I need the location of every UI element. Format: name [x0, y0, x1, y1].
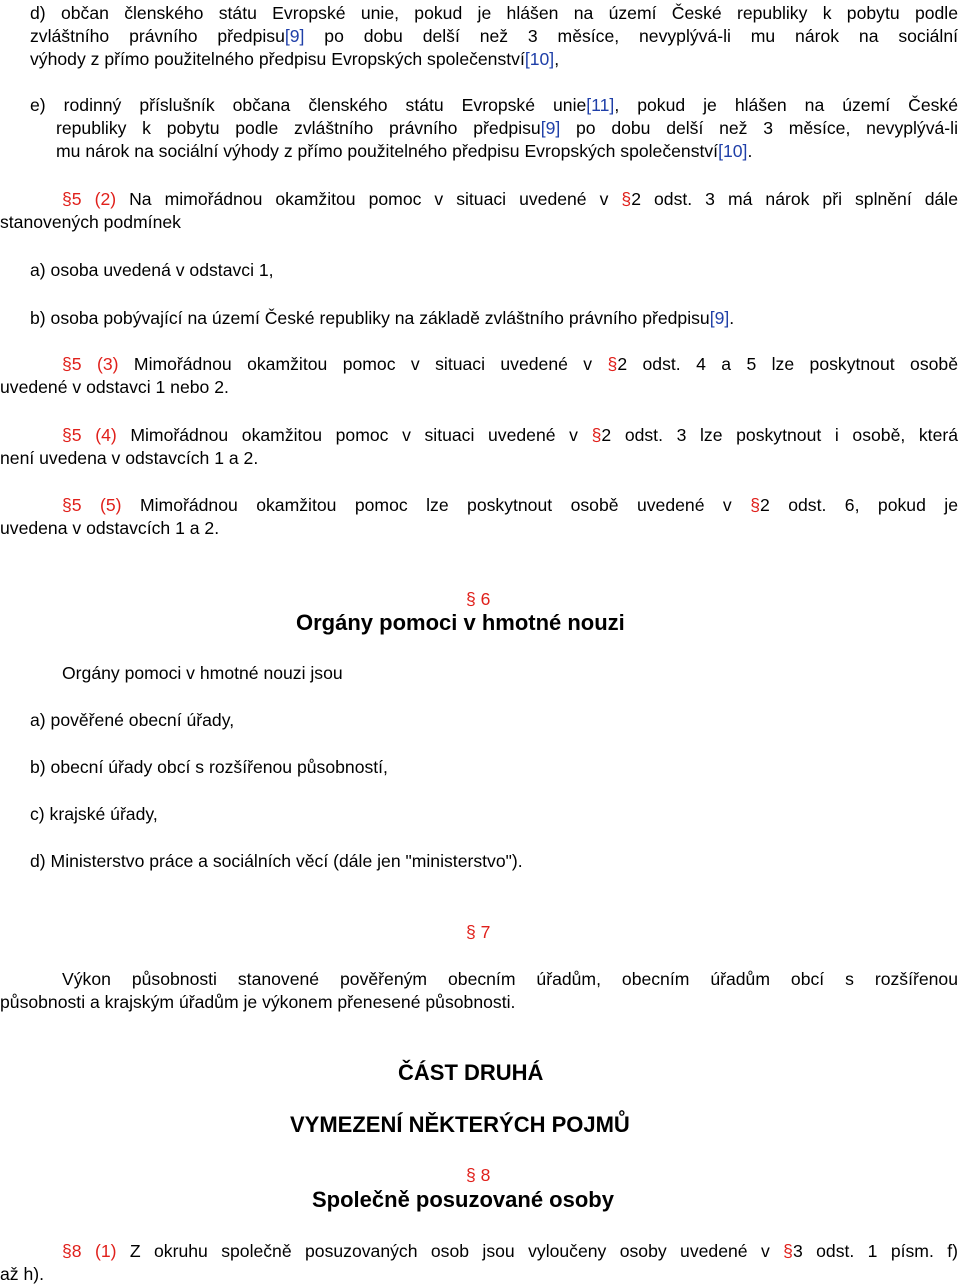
s8-1-line1: [62, 1240, 958, 1262]
s8-1-text: Z okruhu společně posuzovaných osob jsou vyloučeny osoby uvedené v: [116, 1241, 784, 1261]
para-d-line2: [30, 25, 958, 47]
para-d-line1: d) občan členského státu Evropské unie, pokud je hlášen na území České republiky k pobytu podle: [30, 3, 958, 23]
footnote-link-11[interactable]: [11]: [586, 95, 615, 115]
s5-3-line2: uvedené v odstavci 1 nebo 2.: [0, 377, 229, 397]
s5-2-text: 2 odst. 3 má nárok při splnění dále: [631, 189, 958, 209]
section-number-8: 8: [475, 1165, 491, 1185]
s5-5-text: 2 odst. 6, pokud je: [759, 495, 959, 515]
section-link-5-5[interactable]: 5 (5): [71, 495, 122, 515]
s7-line1: Výkon působnosti stanovené pověřeným obecním úřadům, obecním úřadům obcí s rozšířenou: [62, 969, 958, 989]
para-e-text: , pokud je hlášen na území České: [614, 95, 958, 115]
s5-2-item-b-text: b) osoba pobývající na území České republiky na základě zvláštního právního předpisu: [30, 308, 710, 328]
s6-item-b: b) obecní úřady obcí s rozšířenou působností,: [30, 757, 388, 777]
para-d-text: zvláštního právního předpisu: [30, 26, 285, 46]
section-link-8-1[interactable]: 8 (1): [71, 1241, 117, 1261]
footnote-link-10[interactable]: [10]: [524, 49, 555, 69]
s7-heading-number: [466, 921, 490, 943]
part-title: ČÁST DRUHÁ: [398, 1060, 544, 1085]
s8-1-text: 3 odst. 1 písm. f): [792, 1241, 958, 1261]
section-symbol: §: [591, 425, 602, 445]
s6-item-d: d) Ministerstvo práce a sociálních věcí (dále jen "ministerstvo").: [30, 851, 523, 871]
s5-2-item-a: a) osoba uvedená v odstavci 1,: [30, 260, 274, 280]
s6-item-c: c) krajské úřady,: [30, 804, 158, 824]
para-e-text: mu nárok na sociální výhody z přímo použitelného předpisu Evropských společenství: [56, 141, 719, 161]
section-symbol: §: [783, 1241, 793, 1261]
section-link-5-2[interactable]: 5 (2): [71, 189, 117, 209]
section-symbol: §: [466, 922, 476, 942]
s8-heading-number: [466, 1164, 490, 1186]
section-symbol: §: [62, 425, 72, 445]
part-subtitle: VYMEZENÍ NĚKTERÝCH POJMŮ: [290, 1112, 630, 1137]
section-symbol: §: [621, 189, 632, 209]
s5-4-text: Mimořádnou okamžitou pomoc v situaci uvedené v: [116, 425, 592, 445]
s5-3-text: 2 odst. 4 a 5 lze poskytnout osobě: [617, 354, 958, 374]
section-symbol: §: [466, 1165, 476, 1185]
s5-3-line1: [62, 353, 958, 375]
s5-2-line1: [62, 188, 958, 210]
section-number-6: 6: [475, 589, 491, 609]
section-number-7: 7: [475, 922, 491, 942]
para-e-text: .: [747, 141, 753, 161]
s5-5-line1: [62, 494, 958, 516]
s5-4-text: 2 odst. 3 lze poskytnout i osobě, která: [601, 425, 958, 445]
s5-4-line2: není uvedena v odstavcích 1 a 2.: [0, 448, 259, 468]
s5-3-text: Mimořádnou okamžitou pomoc v situaci uvedené v: [118, 354, 608, 374]
para-d-text: po dobu delší než 3 měsíce, nevyplývá-li mu nárok na sociální: [304, 26, 958, 46]
footnote-link-9[interactable]: [9]: [709, 308, 730, 328]
section-symbol: §: [750, 495, 760, 515]
para-d-text: ,: [554, 49, 560, 69]
para-d-text: výhody z přímo použitelného předpisu Evropských společenství: [30, 49, 525, 69]
para-e-text: e) rodinný příslušník občana členského státu Evropské unie: [30, 95, 587, 115]
para-e-line2: [56, 117, 958, 139]
s8-1-line2: až h).: [0, 1264, 45, 1284]
s5-2-text: Na mimořádnou okamžitou pomoc v situaci uvedené v: [116, 189, 622, 209]
s5-2-line2: stanovených podmínek: [0, 212, 181, 232]
para-e-text: republiky k pobytu podle zvláštního právního předpisu: [56, 118, 541, 138]
section-symbol: §: [62, 354, 72, 374]
section-symbol: §: [62, 1241, 72, 1261]
s8-title: Společně posuzované osoby: [312, 1187, 614, 1212]
s5-2-item-b-end: .: [729, 308, 735, 328]
section-symbol: §: [466, 589, 476, 609]
para-e-line3: [56, 140, 752, 162]
footnote-link-9[interactable]: [9]: [284, 26, 305, 46]
s6-item-a: a) pověřené obecní úřady,: [30, 710, 235, 730]
s5-2-item-b: [30, 307, 734, 329]
para-e-line1: [30, 94, 958, 116]
s7-line2: působnosti a krajským úřadům je výkonem přenesené působnosti.: [0, 992, 516, 1012]
section-symbol: §: [607, 354, 618, 374]
section-link-5-4[interactable]: 5 (4): [71, 425, 117, 445]
s5-5-line2: uvedena v odstavcích 1 a 2.: [0, 518, 220, 538]
s5-5-text: Mimořádnou okamžitou pomoc lze poskytnout osobě uvedené v: [121, 495, 751, 515]
s6-intro: Orgány pomoci v hmotné nouzi jsou: [62, 663, 343, 683]
para-d-line3: [30, 48, 559, 70]
footnote-link-9[interactable]: [9]: [540, 118, 561, 138]
section-link-5-3[interactable]: 5 (3): [71, 354, 119, 374]
footnote-link-10[interactable]: [10]: [718, 141, 748, 161]
section-symbol: §: [62, 189, 72, 209]
para-e-text: po dobu delší než 3 měsíce, nevyplývá-li: [560, 118, 958, 138]
section-symbol: §: [62, 495, 72, 515]
s5-4-line1: [62, 424, 958, 446]
s6-heading-number: [466, 588, 490, 610]
s6-title: Orgány pomoci v hmotné nouzi: [296, 610, 625, 635]
